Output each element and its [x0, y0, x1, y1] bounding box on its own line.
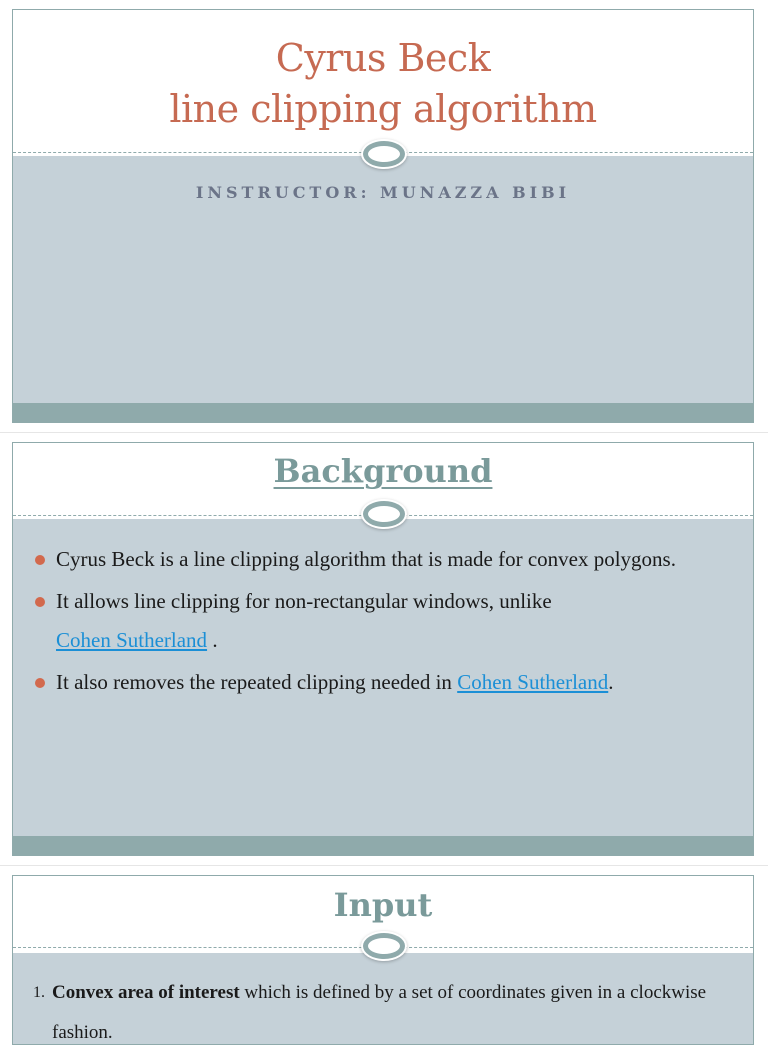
item-text: which is defined by a set of coordinates given in a clockwise fashion.: [52, 982, 711, 1043]
bullet-icon: [35, 555, 45, 565]
bullet-text: Cyrus Beck is a line clipping algorithm that is made for convex polygons.: [56, 547, 676, 571]
list-item: [35, 663, 723, 702]
list-item: [33, 973, 723, 1045]
slide-title-line1: Cyrus Beck: [275, 36, 491, 80]
cohen-sutherland-link[interactable]: Cohen Sutherland: [457, 670, 609, 694]
bullet-text-end: .: [608, 670, 614, 694]
bullet-list: [35, 540, 723, 705]
slide-title: [12, 9, 754, 423]
footer-band: [13, 836, 753, 855]
ring-ornament-icon: [363, 501, 405, 527]
slide-separator: [0, 865, 768, 866]
bullet-text-end: .: [207, 628, 218, 652]
slide-separator: [0, 432, 768, 433]
slide-input: [12, 875, 754, 1045]
heading-text: Background: [273, 452, 493, 490]
slide-title-line2: line clipping algorithm: [169, 87, 597, 131]
instructor-subtitle: INSTRUCTOR: MUNAZZA BIBI: [195, 183, 571, 202]
bullet-text: It allows line clipping for non-rectangular windows, unlike: [56, 589, 552, 613]
slide-heading: [13, 452, 753, 490]
numbered-list: [33, 973, 723, 1045]
slide-heading: Input: [333, 886, 433, 924]
cohen-sutherland-link[interactable]: Cohen Sutherland: [56, 628, 208, 652]
list-item: [35, 540, 723, 579]
slide-background: [12, 442, 754, 856]
ring-ornament-icon: [363, 141, 405, 167]
item-number: 1.: [33, 984, 45, 1001]
footer-band: [13, 403, 753, 422]
bullet-text: It also removes the repeated clipping needed in: [56, 670, 458, 694]
ring-ornament-icon: [363, 933, 405, 959]
item-bold-text: Convex area of interest: [52, 982, 240, 1003]
bullet-icon: [35, 678, 45, 688]
bullet-icon: [35, 597, 45, 607]
list-item: [35, 582, 723, 660]
